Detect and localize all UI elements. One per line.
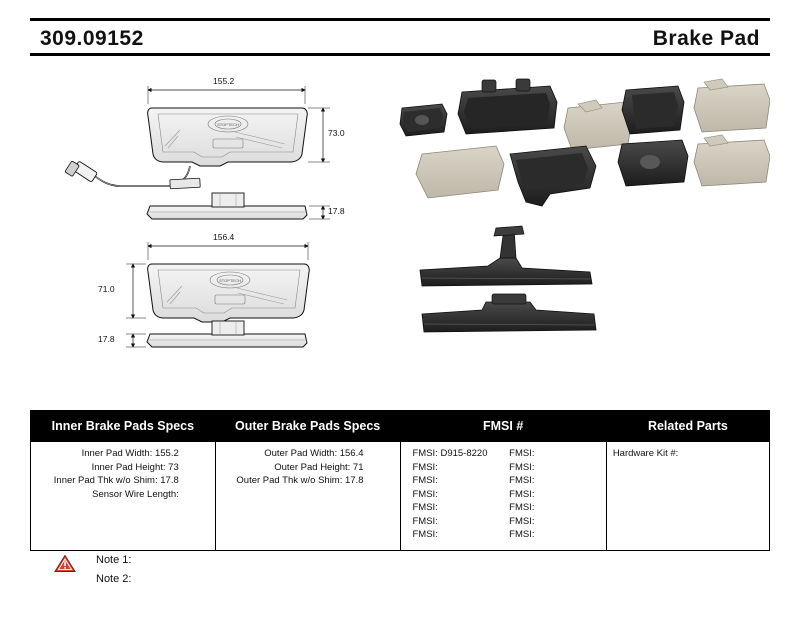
note-row-1 bbox=[50, 554, 350, 573]
inner-pad-thickness-spec: Inner Pad Thk w/o Shim: 17.8 bbox=[53, 475, 179, 486]
table-row bbox=[31, 442, 770, 551]
fmsi-entry: FMSI: bbox=[509, 515, 535, 527]
fmsi-entry: FMSI: bbox=[412, 461, 438, 473]
sensor-wire-length-spec: Sensor Wire Length: bbox=[92, 488, 179, 500]
outer-pad-height-dim-label: 71.0 bbox=[98, 284, 115, 294]
outer-pad-width-dim-label: 156.4 bbox=[213, 232, 235, 242]
outer-pad-height-spec: Outer Pad Height: 71 bbox=[274, 461, 364, 473]
hardware-kit-spec: Hardware Kit #: bbox=[612, 448, 679, 459]
fmsi-entry: FMSI: bbox=[412, 515, 438, 527]
inner-pad-outline-drawing bbox=[65, 86, 330, 189]
fmsi-entry: FMSI: bbox=[412, 529, 438, 540]
fmsi-entry: FMSI: bbox=[509, 502, 535, 513]
brake-pad-photo-group bbox=[400, 79, 770, 206]
note-1-label: Note 1: bbox=[96, 554, 132, 566]
outer-pad-side-view bbox=[126, 321, 307, 347]
inner-pad-side-view bbox=[147, 193, 330, 219]
fmsi-column-left bbox=[407, 447, 504, 542]
cell-outer-specs bbox=[215, 442, 400, 551]
inner-pad-width-dim-label: 155.2 bbox=[213, 76, 235, 86]
technical-drawing bbox=[30, 62, 770, 392]
table-header-row bbox=[31, 411, 770, 442]
fmsi-entry: FMSI: bbox=[509, 448, 535, 459]
cell-fmsi bbox=[400, 442, 606, 551]
part-number: 309.09152 bbox=[40, 27, 144, 50]
drawing-svg bbox=[30, 62, 770, 392]
specifications-table bbox=[30, 410, 770, 551]
notes-section bbox=[50, 554, 350, 592]
inner-pad-height-dim-label: 73.0 bbox=[328, 128, 345, 138]
brake-pad-side-photo-group bbox=[420, 226, 596, 332]
fmsi-entry: FMSI: bbox=[509, 461, 535, 473]
cell-inner-specs bbox=[31, 442, 216, 551]
fmsi-entry: FMSI: bbox=[412, 488, 438, 500]
column-header-inner-specs: Inner Brake Pads Specs bbox=[31, 411, 216, 442]
fmsi-entry: FMSI: bbox=[509, 488, 535, 500]
column-header-related-parts: Related Parts bbox=[606, 411, 769, 442]
cell-related-parts bbox=[606, 442, 769, 551]
fmsi-entry: FMSI: D915-8220 bbox=[412, 448, 488, 459]
fmsi-entry: FMSI: bbox=[412, 475, 438, 486]
page-title: Brake Pad bbox=[652, 27, 760, 50]
inner-pad-width-spec: Inner Pad Width: 155.2 bbox=[81, 448, 179, 459]
note-2-label: Note 2: bbox=[96, 573, 132, 585]
outer-pad-width-spec: Outer Pad Width: 156.4 bbox=[264, 448, 364, 459]
column-header-fmsi: FMSI # bbox=[400, 411, 606, 442]
fmsi-entry: FMSI: bbox=[509, 475, 535, 486]
note-row-2 bbox=[50, 573, 350, 592]
document-header bbox=[30, 18, 770, 56]
fmsi-entry: FMSI: bbox=[412, 502, 438, 513]
outer-pad-thickness-dim-label: 17.8 bbox=[98, 334, 115, 344]
inner-pad-height-spec: Inner Pad Height: 73 bbox=[91, 461, 179, 473]
inner-pad-thickness-dim-label: 17.8 bbox=[328, 206, 345, 216]
fmsi-column-right bbox=[503, 447, 600, 542]
fmsi-entry: FMSI: bbox=[509, 529, 535, 540]
svg-text:STOPTECH: STOPTECH bbox=[217, 122, 239, 127]
svg-text:STOPTECH: STOPTECH bbox=[219, 278, 241, 283]
column-header-outer-specs: Outer Brake Pads Specs bbox=[215, 411, 400, 442]
warning-triangle-icon bbox=[54, 554, 76, 573]
outer-pad-thickness-spec: Outer Pad Thk w/o Shim: 17.8 bbox=[236, 475, 364, 486]
